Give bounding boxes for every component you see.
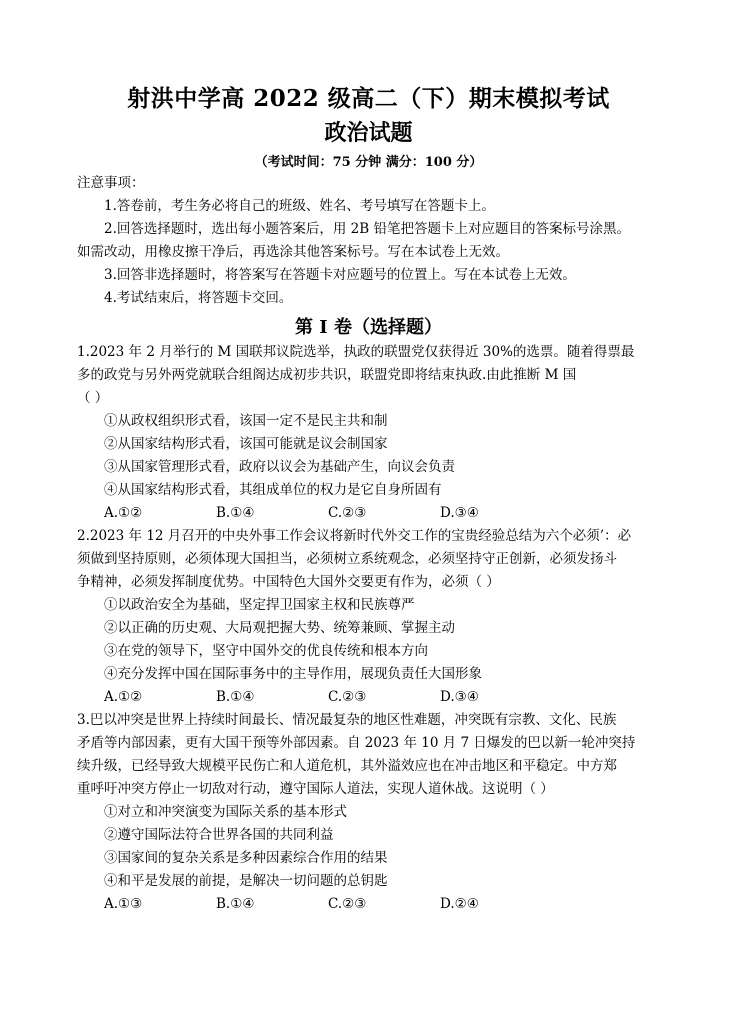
question-stem: 3.巴以冲突是世界上持续时间最长、情况最复杂的地区性难题，冲突既有宗教、文化、民族	[77, 712, 617, 728]
question-option: ②遵守国际法符合世界各国的共同利益	[104, 827, 334, 843]
answer-choice-a: A.①②	[104, 505, 143, 521]
question-stem: 多的政党与另外两党就联合组阁达成初步共识，联盟党即将结束执政.由此推断 M 国	[77, 367, 577, 383]
notice-item: 3.回答非选择题时，将答案写在答题卡对应题号的位置上。写在本试卷上无效。	[104, 267, 576, 283]
answer-choice-b: B.①④	[216, 689, 255, 705]
question-option: ④从国家结构形式看，其组成单位的权力是它自身所固有	[104, 482, 442, 498]
question-option: ②以正确的历史观、大局观把握大势、统筹兼顾、掌握主动	[104, 620, 455, 636]
notice-item: 如需改动，用橡皮擦干净后，再选涂其他答案标号。写在本试卷上无效。	[77, 244, 509, 260]
answer-choice-b: B.①④	[216, 896, 255, 912]
answer-choice-d: D.②④	[440, 896, 479, 912]
question-stem: 争精神，必须发挥制度优势。中国特色大国外交要更有作为，必须（ ）	[77, 574, 500, 590]
notice-heading: 注意事项：	[77, 175, 145, 191]
question-option: ③国家间的复杂关系是多种因素综合作用的结果	[104, 850, 388, 866]
question-option: ④和平是发展的前提，是解决一切问题的总钥匙	[104, 873, 388, 889]
answer-choice-d: D.③④	[440, 689, 479, 705]
question-option: ①对立和冲突演变为国际关系的基本形式	[104, 804, 347, 820]
answer-choice-d: D.③④	[440, 505, 479, 521]
section-title: 第 I 卷（选择题）	[295, 317, 442, 338]
answer-choice-a: A.①③	[104, 896, 143, 912]
notice-item: 4.考试结束后，将答题卡交回。	[104, 290, 293, 306]
notice-item: 2.回答选择题时，选出每小题答案后，用 2B 铅笔把答题卡上对应题目的答案标号涂黑。	[104, 221, 630, 237]
question-stem: 2.2023 年 12 月召开的中央外事工作会议将新时代外交工作的宝贵经验总结为六个必须’：必	[77, 528, 632, 544]
question-stem: 1.2023 年 2 月举行的 M 国联邦议院选举，执政的联盟党仅获得近 30%的选票。随着得票最	[77, 344, 635, 360]
answer-choice-c: C.②③	[328, 896, 367, 912]
exam-subtitle: 政治试题	[324, 120, 413, 146]
notice-item: 1.答卷前，考生务必将自己的班级、姓名、考号填写在答题卡上。	[104, 198, 495, 214]
question-option: ①从政权组织形式看，该国一定不是民主共和制	[104, 413, 388, 429]
question-option: ③在党的领导下，坚守中国外交的优良传统和根本方向	[104, 643, 428, 659]
exam-title: 射洪中学高 2022 级高二（下）期末模拟考试	[127, 85, 610, 112]
exam-info: （考试时间：75 分钟 满分：100 分）	[254, 155, 483, 170]
answer-choice-c: C.②③	[328, 689, 367, 705]
question-option: ④充分发挥中国在国际事务中的主导作用，展现负责任大国形象	[104, 666, 482, 682]
question-option: ①以政治安全为基础，坚定捍卫国家主权和民族尊严	[104, 597, 415, 613]
answer-choice-b: B.①④	[216, 505, 255, 521]
question-stem: （ ）	[77, 390, 109, 406]
question-stem: 须做到坚持原则，必须体现大国担当，必须树立系统观念，必须坚持守正创新，必须发扬斗	[77, 551, 617, 567]
answer-choice-c: C.②③	[328, 505, 367, 521]
question-option: ③从国家管理形式看，政府以议会为基础产生，向议会负责	[104, 459, 455, 475]
question-option: ②从国家结构形式看，该国可能就是议会制国家	[104, 436, 388, 452]
question-stem: 重呼吁冲突方停止一切敌对行动，遵守国际人道法，实现人道休战。这说明（ ）	[77, 781, 554, 797]
answer-choice-a: A.①②	[104, 689, 143, 705]
question-stem: 矛盾等内部因素，更有大国干预等外部因素。自 2023 年 10 月 7 日爆发的巴以新一轮冲突持	[77, 735, 636, 751]
question-stem: 续升级，已经导致大规模平民伤亡和人道危机，其外溢效应也在冲击地区和平稳定。中方郑	[77, 758, 617, 774]
